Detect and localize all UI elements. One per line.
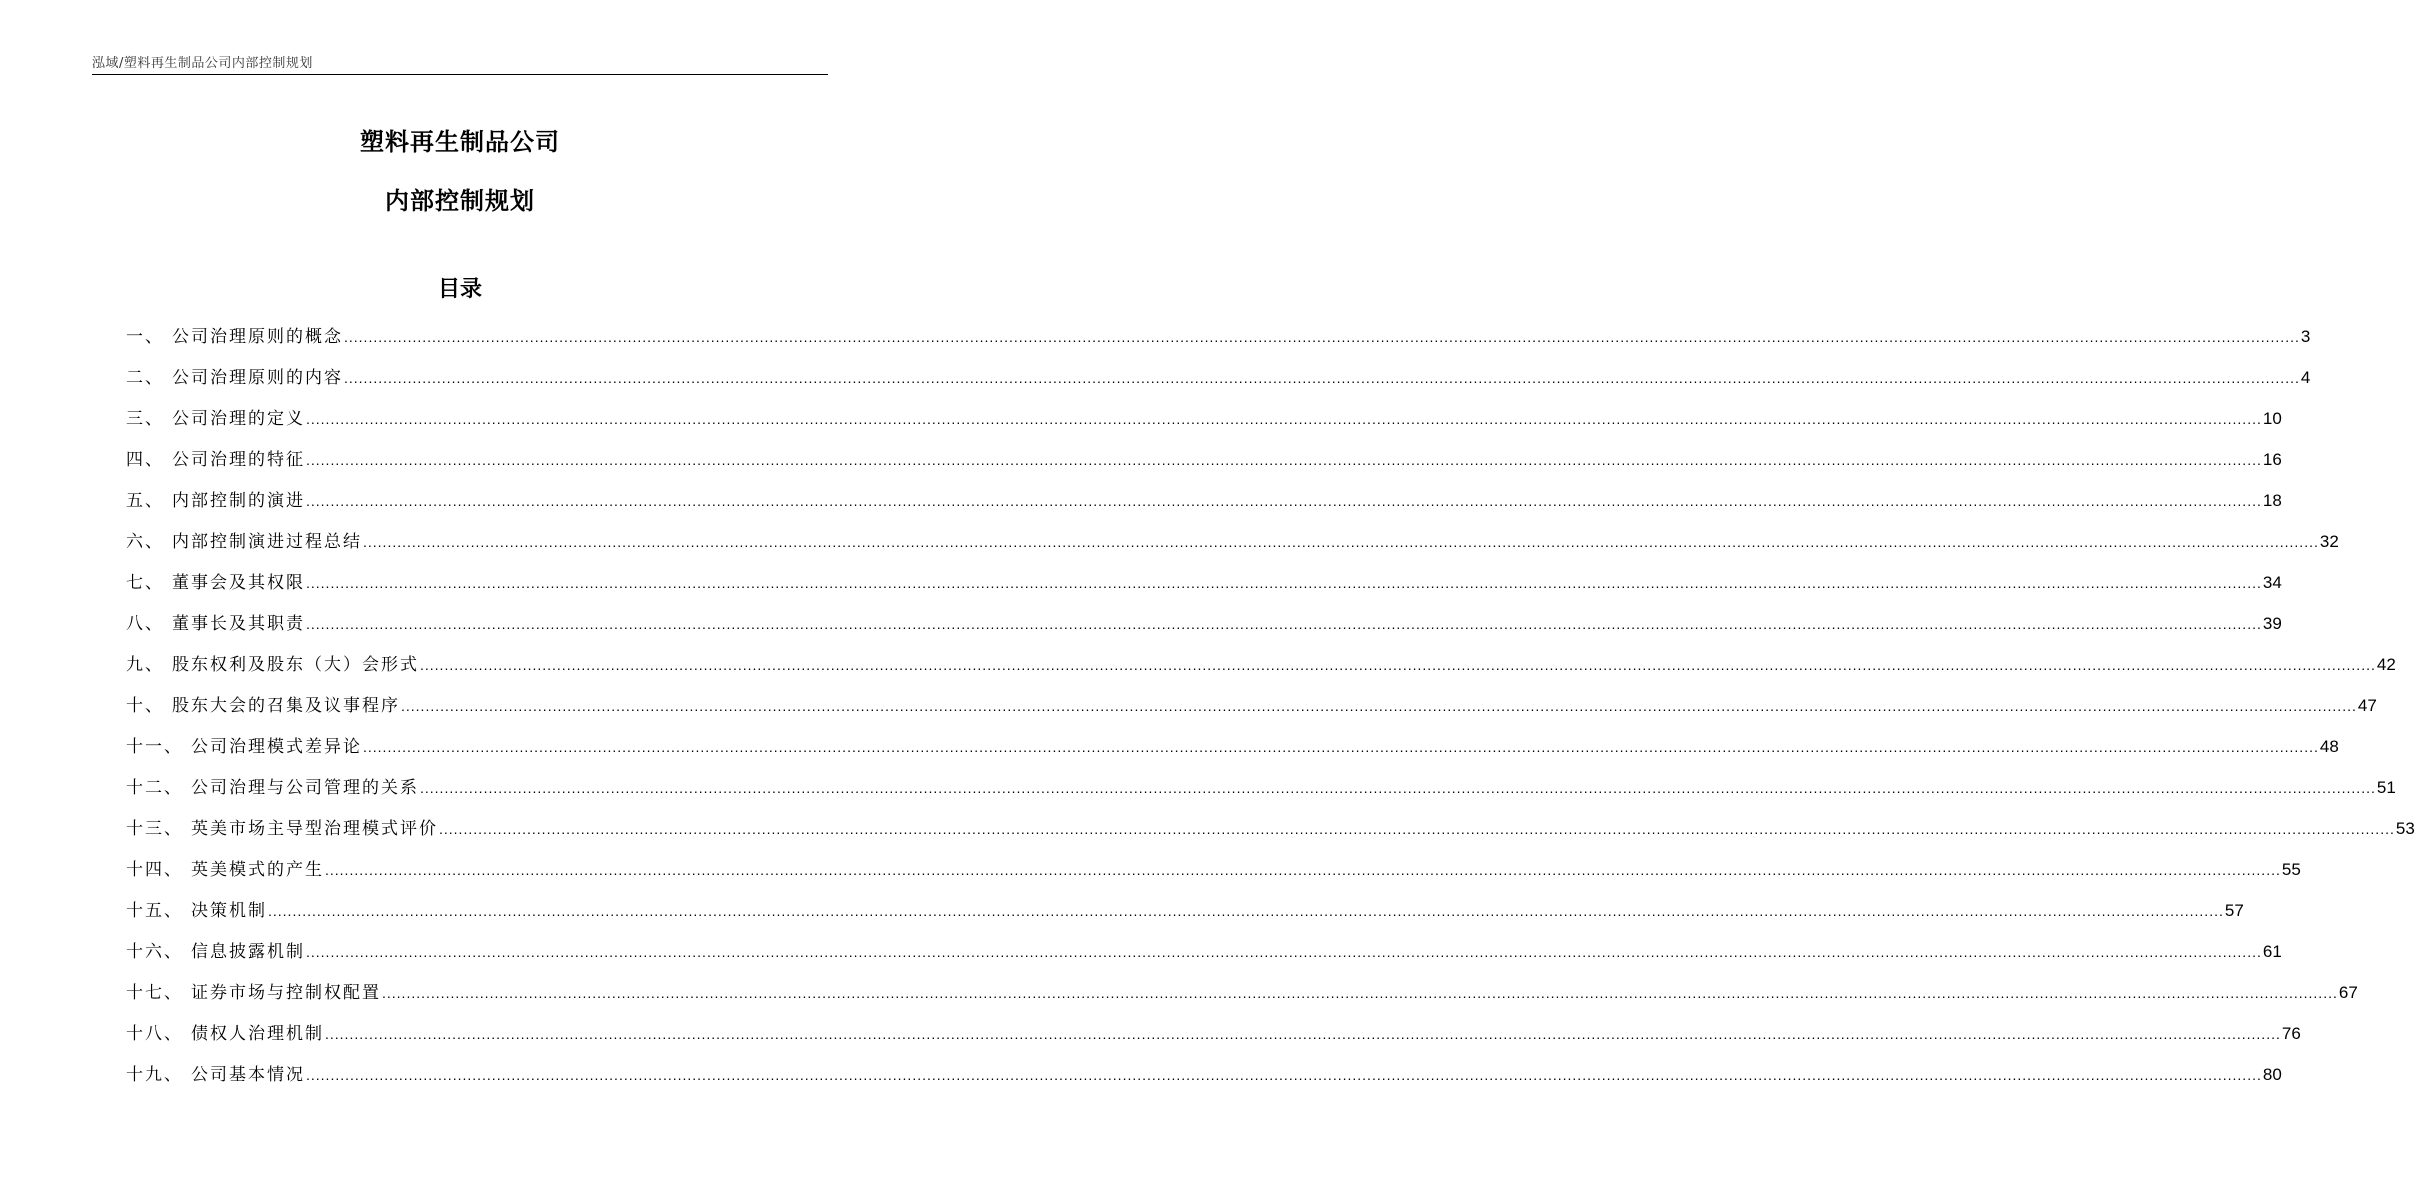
toc-entry-number: 二、	[126, 368, 164, 388]
toc-entry-number: 七、	[126, 573, 164, 593]
toc-entry-number: 三、	[126, 409, 164, 429]
toc-dot-leader: ................................................................................................................................................................................................................................................................................................................................................................................................................	[363, 534, 2319, 550]
toc-dot-leader: ................................................................................................................................................................................................................................................................................................................................................................................................................	[325, 1026, 2281, 1042]
toc-entry-label: 公司治理的定义	[172, 409, 305, 429]
toc-dot-leader: ................................................................................................................................................................................................................................................................................................................................................................................................................	[306, 575, 2262, 591]
document-title-line-1: 塑料再生制品公司	[360, 128, 560, 156]
toc-entry[interactable]	[126, 530, 2339, 571]
toc-entry-number: 十、	[126, 696, 164, 716]
toc-entry-number: 八、	[126, 614, 164, 634]
toc-entry-label: 董事长及其职责	[172, 614, 305, 634]
toc-entry[interactable]	[126, 653, 2396, 694]
toc-entry-label: 决策机制	[191, 901, 267, 921]
toc-dot-leader: ................................................................................................................................................................................................................................................................................................................................................................................................................	[306, 411, 2262, 427]
toc-entry-page: 10	[2262, 409, 2282, 428]
toc-dot-leader: ................................................................................................................................................................................................................................................................................................................................................................................................................	[344, 370, 2300, 386]
toc-entry-number: 十三、	[126, 819, 183, 839]
toc-dot-leader: ................................................................................................................................................................................................................................................................................................................................................................................................................	[306, 493, 2262, 509]
toc-entry-label: 公司治理原则的内容	[172, 368, 343, 388]
table-of-contents	[126, 325, 2415, 1104]
toc-dot-leader: ................................................................................................................................................................................................................................................................................................................................................................................................................	[401, 698, 2357, 714]
toc-entry[interactable]	[126, 981, 2358, 1022]
toc-entry-label: 公司治理模式差异论	[191, 737, 362, 757]
toc-entry[interactable]	[126, 448, 2282, 489]
toc-entry-page: 51	[2376, 778, 2396, 797]
toc-entry-number: 四、	[126, 450, 164, 470]
toc-dot-leader: ................................................................................................................................................................................................................................................................................................................................................................................................................	[420, 780, 2376, 796]
header-divider	[92, 74, 828, 75]
toc-entry-number: 十八、	[126, 1024, 183, 1044]
toc-entry-number: 一、	[126, 327, 164, 347]
running-header: 泓域/塑料再生制品公司内部控制规划	[92, 56, 313, 71]
toc-entry-page: 3	[2300, 327, 2311, 346]
toc-entry-number: 六、	[126, 532, 164, 552]
toc-entry-label: 董事会及其权限	[172, 573, 305, 593]
toc-entry-page: 47	[2357, 696, 2377, 715]
toc-entry-page: 34	[2262, 573, 2282, 592]
toc-dot-leader: ................................................................................................................................................................................................................................................................................................................................................................................................................	[306, 944, 2262, 960]
toc-entry[interactable]	[126, 407, 2282, 448]
toc-entry-label: 信息披露机制	[191, 942, 305, 962]
toc-entry-label: 公司治理的特征	[172, 450, 305, 470]
document-title-line-2: 内部控制规划	[385, 187, 535, 215]
toc-dot-leader: ................................................................................................................................................................................................................................................................................................................................................................................................................	[382, 985, 2338, 1001]
toc-entry[interactable]	[126, 612, 2282, 653]
toc-entry-label: 股东大会的召集及议事程序	[172, 696, 400, 716]
toc-dot-leader: ................................................................................................................................................................................................................................................................................................................................................................................................................	[268, 903, 2224, 919]
toc-entry[interactable]	[126, 735, 2339, 776]
toc-dot-leader: ................................................................................................................................................................................................................................................................................................................................................................................................................	[363, 739, 2319, 755]
toc-entry-label: 公司治理原则的概念	[172, 327, 343, 347]
toc-entry-number: 十七、	[126, 983, 183, 1003]
toc-entry-page: 32	[2319, 532, 2339, 551]
toc-dot-leader: ................................................................................................................................................................................................................................................................................................................................................................................................................	[306, 1067, 2262, 1083]
toc-entry-label: 公司治理与公司管理的关系	[191, 778, 419, 798]
toc-entry-number: 九、	[126, 655, 164, 675]
toc-entry[interactable]	[126, 940, 2282, 981]
toc-entry-page: 61	[2262, 942, 2282, 961]
toc-entry-page: 42	[2376, 655, 2396, 674]
toc-entry[interactable]	[126, 817, 2415, 858]
toc-entry[interactable]	[126, 489, 2282, 530]
toc-entry[interactable]	[126, 325, 2311, 366]
toc-entry-page: 80	[2262, 1065, 2282, 1084]
toc-entry-label: 英美市场主导型治理模式评价	[191, 819, 438, 839]
toc-dot-leader: ................................................................................................................................................................................................................................................................................................................................................................................................................	[420, 657, 2376, 673]
toc-entry-number: 十九、	[126, 1065, 183, 1085]
toc-entry-number: 十四、	[126, 860, 183, 880]
toc-entry-label: 证券市场与控制权配置	[191, 983, 381, 1003]
toc-entry-page: 55	[2281, 860, 2301, 879]
toc-entry-label: 内部控制演进过程总结	[172, 532, 362, 552]
toc-entry-page: 18	[2262, 491, 2282, 510]
toc-entry-number: 十二、	[126, 778, 183, 798]
toc-dot-leader: ................................................................................................................................................................................................................................................................................................................................................................................................................	[325, 862, 2281, 878]
toc-entry[interactable]	[126, 1063, 2282, 1104]
toc-entry[interactable]	[126, 571, 2282, 612]
toc-entry-page: 53	[2395, 819, 2415, 838]
toc-entry-page: 4	[2300, 368, 2311, 387]
toc-entry-page: 39	[2262, 614, 2282, 633]
toc-entry-label: 公司基本情况	[191, 1065, 305, 1085]
toc-dot-leader: ................................................................................................................................................................................................................................................................................................................................................................................................................	[306, 616, 2262, 632]
toc-entry[interactable]	[126, 899, 2244, 940]
toc-entry-page: 57	[2224, 901, 2244, 920]
toc-entry-number: 十六、	[126, 942, 183, 962]
toc-dot-leader: ................................................................................................................................................................................................................................................................................................................................................................................................................	[439, 821, 2395, 837]
toc-entry-number: 十五、	[126, 901, 183, 921]
toc-entry[interactable]	[126, 366, 2311, 407]
toc-entry[interactable]	[126, 858, 2301, 899]
toc-entry-page: 76	[2281, 1024, 2301, 1043]
toc-entry-page: 48	[2319, 737, 2339, 756]
toc-entry-page: 67	[2338, 983, 2358, 1002]
toc-entry[interactable]	[126, 776, 2396, 817]
toc-entry-label: 英美模式的产生	[191, 860, 324, 880]
toc-entry-label: 债权人治理机制	[191, 1024, 324, 1044]
toc-heading: 目录	[437, 277, 482, 302]
toc-entry-label: 股东权利及股东（大）会形式	[172, 655, 419, 675]
toc-entry-label: 内部控制的演进	[172, 491, 305, 511]
toc-dot-leader: ................................................................................................................................................................................................................................................................................................................................................................................................................	[306, 452, 2262, 468]
toc-entry[interactable]	[126, 1022, 2301, 1063]
toc-entry-number: 十一、	[126, 737, 183, 757]
toc-entry-number: 五、	[126, 491, 164, 511]
toc-entry-page: 16	[2262, 450, 2282, 469]
toc-dot-leader: ................................................................................................................................................................................................................................................................................................................................................................................................................	[344, 329, 2300, 345]
toc-entry[interactable]	[126, 694, 2377, 735]
